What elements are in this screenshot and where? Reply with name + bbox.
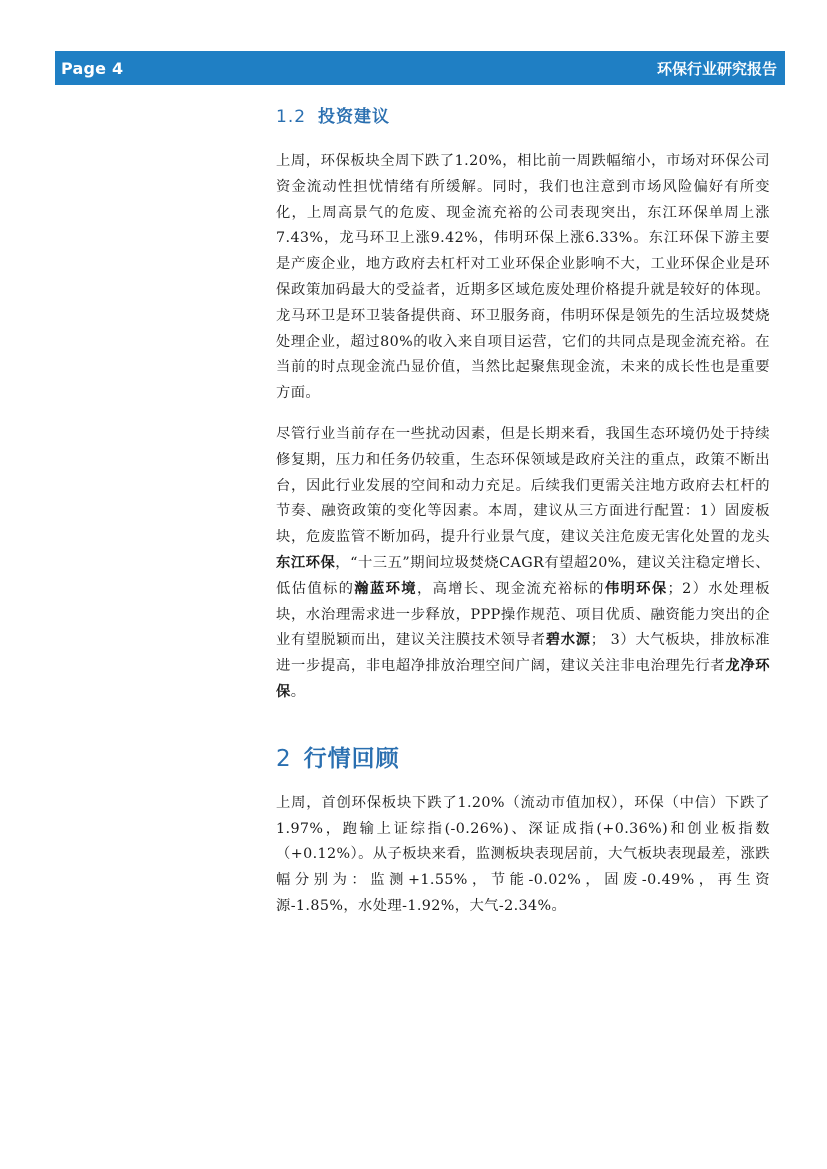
section-title: 投资建议 [318,107,391,127]
report-title: 环保行业研究报告 [656,60,777,78]
text-segment: ； 3）大气板块，排放标准进一步提高，非电超净排放治理空间广阔，建议关注非电治理先行者 [276,632,771,675]
highlight-stock-longjing: 龙净环保 [276,658,770,700]
investment-paragraph-2 [276,422,770,706]
document-body [276,98,770,920]
text-segment: 。 [290,683,306,700]
page-header-bar [55,51,785,85]
section-heading-market-review [276,740,770,773]
page-number-label: Page 4 [61,59,124,78]
highlight-stock-bishui: 碧水源 [545,632,591,649]
market-review-paragraph: 上周，首创环保板块下跌了1.20%（流动市值加权），环保（中信）下跌了1.97%，跑输上证综指(-0.26%)、深证成指(+0.36%)和创业板指数（+0.12%）。从子板块来看，监测板块表现居前，大气板块表现最差，涨跌幅分别为：监测+1.55%，节能-0.02%，固废-0.49%，再生资源-1.85%，水处理-1.92%，大气-2.34%。 [276,794,770,914]
text-segment: 尽管行业当前存在一些扰动因素，但是长期来看，我国生态环境仍处于持续修复期，压力和任务仍较重，生态环保领域是政府关注的重点，政策不断出台，因此行业发展的空间和动力充足。后续我们更需关注地方政府去杠杆的节奏、融资政策的变化等因素。本周，建议从三方面进行配置：1）固废板块，危废监管不断加码，提升行业景气度，建议关注危废无害化处置的龙头 [276,425,770,546]
highlight-stock-hanlan: 瀚蓝环境 [354,580,417,597]
highlight-stock-dongjiang: 东江环保 [276,554,336,571]
text-segment: ；2）水处理板块，水治理需求进一步释放，PPP操作规范、项目优质、融资能力突出的企业有望脱颖而出，建议关注膜技术领导者 [276,580,770,649]
section-number: 1.2 [276,107,307,127]
section-number: 2 [276,745,292,772]
section-heading-investment-advice [276,102,770,127]
text-segment: ，“十三五”期间垃圾焚烧CAGR有望超20%，建议关注稳定增长、低估值标的 [276,554,770,597]
text-segment: ，高增长、现金流充裕标的 [416,580,605,597]
section-title: 行情回顾 [303,745,400,772]
highlight-stock-weiming: 伟明环保 [604,580,668,597]
investment-paragraph-1: 上周，环保板块全周下跌了1.20%，相比前一周跌幅缩小，市场对环保公司资金流动性担忧情绪有所缓解。同时，我们也注意到市场风险偏好有所变化，上周高景气的危废、现金流充裕的公司表现突出，东江环保单周上涨7.43%，龙马环卫上涨9.42%，伟明环保上涨6.33%。东江环保下游主要是产废企业，地方政府去杠杆对工业环保企业影响不大，工业环保企业是环保政策加码最大的受益者，近期多区域危废处理价格提升就是较好的体现。龙马环卫是环卫装备提供商、环卫服务商，伟明环保是领先的生活垃圾焚烧处理企业，超过80%的收入来自项目运营，它们的共同点是现金流充裕。在当前的时点现金流凸显价值，当然比起聚焦现金流，未来的成长性也是重要方面。 [276,153,770,402]
